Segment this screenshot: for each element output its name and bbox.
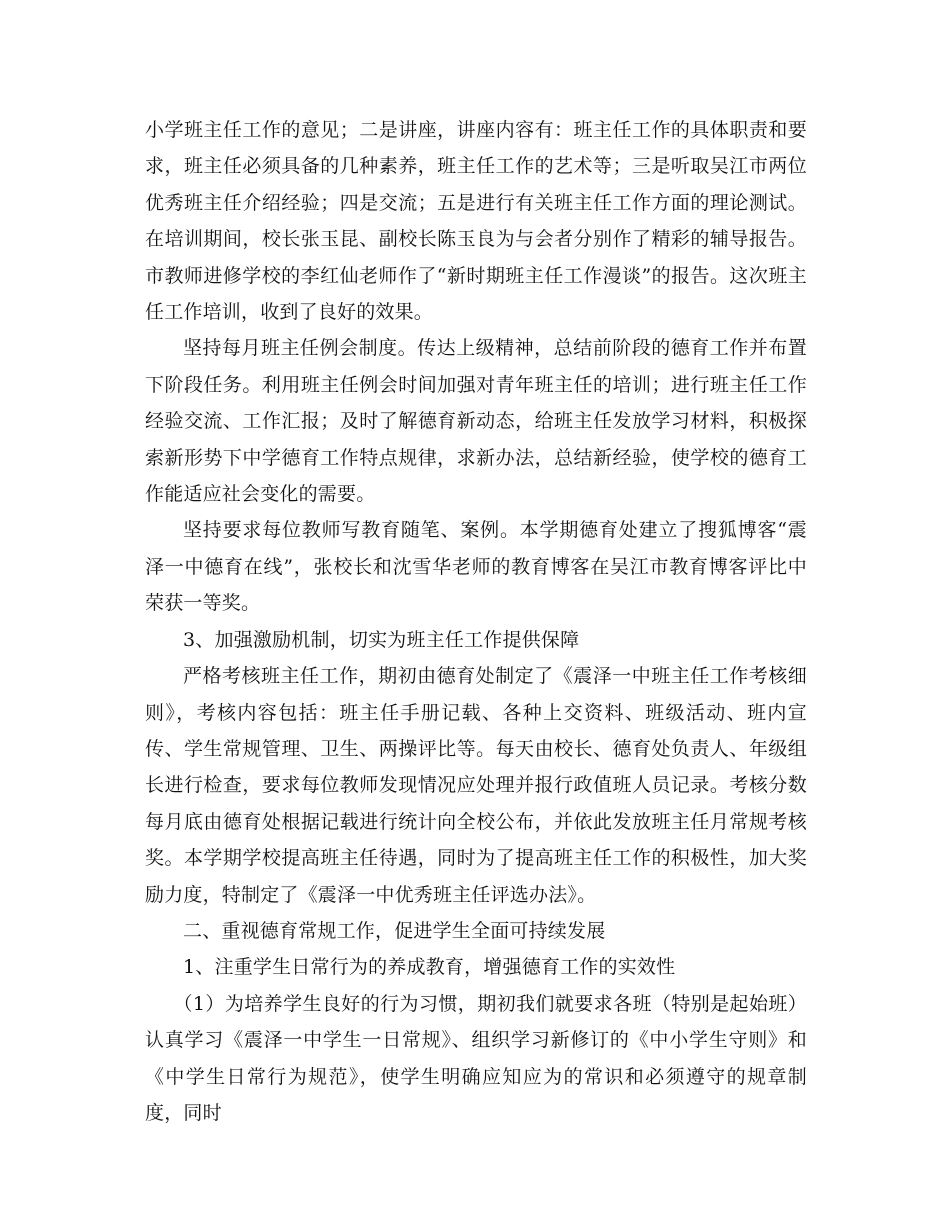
paragraph-assessment: 严格考核班主任工作，期初由德育处制定了《震泽一中班主任工作考核细则》，考核内容包括：班主任手册记载、各种上交资料、班级活动、班内宣传、学生常规管理、卫生、两操评比等。每天由校长、德育处负责人、年级组长进行检查，要求每位教师发现情况应处理并报行政值班人员记录。考核分数每月底由德育处根据记载进行统计向全校公布，并依此发放班主任月常规考核奖。本学期学校提高班主任待遇，同时为了提高班主任工作的积极性，加大奖励力度，特制定了《震泽一中优秀班主任评选办法》。 [145, 665, 807, 906]
paragraph-monthly-meeting: 坚持每月班主任例会制度。传达上级精神，总结前阶段的德育工作并布置下阶段任务。利用班主任例会时间加强对青年班主任的培训；进行班主任工作经验交流、工作汇报；及时了解德育新动态，给班主任发放学习材料，积极探索新形势下中学德育工作特点规律，求新办法，总结新经验，使学校的德育工作能适应社会变化的需要。 [145, 337, 807, 506]
paragraph-behavior-habits: （1）为培养学生良好的行为习惯，期初我们就要求各班（特别是起始班）认真学习《震泽一中学生一日常规》、组织学习新修订的《中小学生守则》和《中学生日常行为规范》，使学生明确应知应为的常识和必须遵守的规章制度，同时 [145, 992, 807, 1124]
paragraph-training-summary: 小学班主任工作的意见；二是讲座，讲座内容有：班主任工作的具体职责和要求，班主任必须具备的几种素养，班主任工作的艺术等；三是听取吴江市两位优秀班主任介绍经验；四是交流；五是进行有关班主任工作方面的理论测试。在培训期间，校长张玉昆、副校长陈玉良为与会者分别作了精彩的辅导报告。 市教师进修学校的李红仙老师作了“新时期班主任工作漫谈”的报告。这次班主任工作培训，收到了良好的效果。 [145, 119, 807, 324]
heading-habit-education: 1、注重学生日常行为的养成教育，增强德育工作的实效性 [183, 956, 676, 979]
heading-moral-routine: 二、重视德育常规工作，促进学生全面可持续发展 [183, 919, 606, 942]
paragraph-education-blog: 坚持要求每位教师写教育随笔、案例。本学期德育处建立了搜狐博客“震泽一中德育在线”，张校长和沈雪华老师的教育博客在吴江市教育博客评比中荣获一等奖。 [145, 519, 807, 615]
heading-incentive-mechanism: 3、加强激励机制，切实为班主任工作提供保障 [183, 628, 580, 651]
document-body [145, 112, 807, 1131]
